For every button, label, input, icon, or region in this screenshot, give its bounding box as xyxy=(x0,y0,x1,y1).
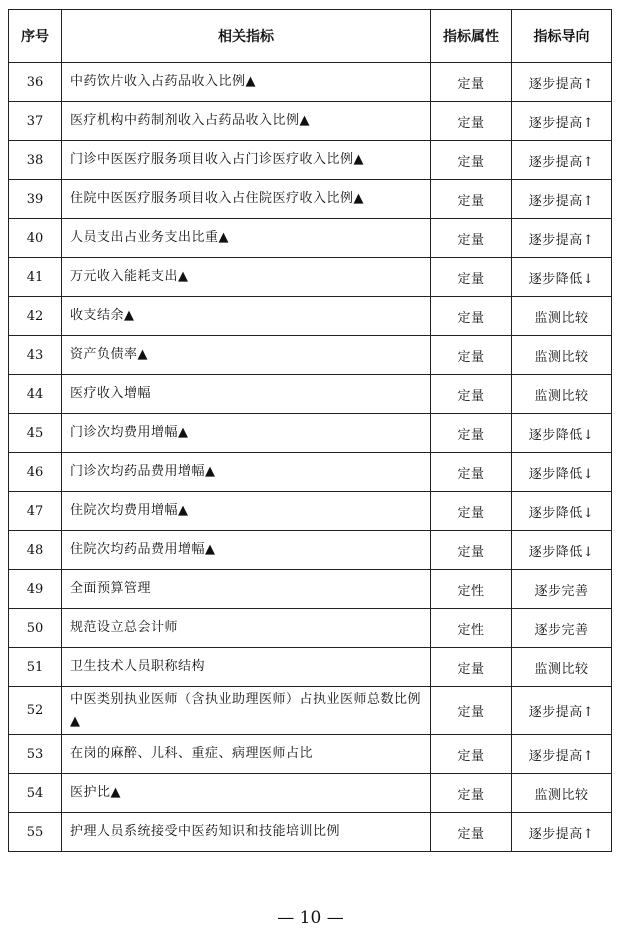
row-name: 中医类别执业医师（含执业助理医师）占执业医师总数比例▲ xyxy=(62,687,431,735)
header-dir: 指标导向 xyxy=(512,10,612,63)
row-attr: 定性 xyxy=(431,570,512,609)
row-no: 39 xyxy=(9,180,62,219)
row-attr: 定量 xyxy=(431,735,512,774)
row-name: 住院次均药品费用增幅▲ xyxy=(62,531,431,570)
row-name: 门诊次均药品费用增幅▲ xyxy=(62,453,431,492)
row-no: 45 xyxy=(9,414,62,453)
table-row xyxy=(9,453,612,492)
row-attr: 定量 xyxy=(431,258,512,297)
row-name: 中药饮片收入占药品收入比例▲ xyxy=(62,63,431,102)
row-name: 住院次均费用增幅▲ xyxy=(62,492,431,531)
row-name: 人员支出占业务支出比重▲ xyxy=(62,219,431,258)
table-row xyxy=(9,63,612,102)
table-row xyxy=(9,735,612,774)
row-name: 全面预算管理 xyxy=(62,570,431,609)
table-row xyxy=(9,102,612,141)
row-attr: 定量 xyxy=(431,492,512,531)
row-no: 40 xyxy=(9,219,62,258)
row-no: 43 xyxy=(9,336,62,375)
row-no: 51 xyxy=(9,648,62,687)
row-attr: 定量 xyxy=(431,63,512,102)
row-no: 54 xyxy=(9,774,62,813)
row-attr: 定量 xyxy=(431,375,512,414)
row-attr: 定量 xyxy=(431,813,512,852)
row-attr: 定量 xyxy=(431,414,512,453)
row-no: 48 xyxy=(9,531,62,570)
row-no: 46 xyxy=(9,453,62,492)
row-dir: 逐步提高↑ xyxy=(512,219,612,258)
row-no: 36 xyxy=(9,63,62,102)
row-name: 医护比▲ xyxy=(62,774,431,813)
row-dir: 逐步降低↓ xyxy=(512,414,612,453)
row-no: 49 xyxy=(9,570,62,609)
indicator-table xyxy=(8,9,612,852)
row-name: 收支结余▲ xyxy=(62,297,431,336)
table-row xyxy=(9,609,612,648)
row-dir: 逐步提高↑ xyxy=(512,102,612,141)
row-no: 53 xyxy=(9,735,62,774)
row-name: 住院中医医疗服务项目收入占住院医疗收入比例▲ xyxy=(62,180,431,219)
table-row xyxy=(9,375,612,414)
row-dir: 监测比较 xyxy=(512,297,612,336)
row-name: 万元收入能耗支出▲ xyxy=(62,258,431,297)
row-dir: 逐步提高↑ xyxy=(512,735,612,774)
row-attr: 定量 xyxy=(431,102,512,141)
row-name: 医疗机构中药制剂收入占药品收入比例▲ xyxy=(62,102,431,141)
row-attr: 定量 xyxy=(431,648,512,687)
row-name: 卫生技术人员职称结构 xyxy=(62,648,431,687)
table-row xyxy=(9,297,612,336)
row-no: 38 xyxy=(9,141,62,180)
row-dir: 监测比较 xyxy=(512,336,612,375)
row-no: 44 xyxy=(9,375,62,414)
row-attr: 定量 xyxy=(431,180,512,219)
row-dir: 逐步完善 xyxy=(512,570,612,609)
header-name: 相关指标 xyxy=(62,10,431,63)
row-dir: 逐步提高↑ xyxy=(512,813,612,852)
table-row xyxy=(9,813,612,852)
row-dir: 逐步降低↓ xyxy=(512,531,612,570)
table-row xyxy=(9,774,612,813)
row-attr: 定量 xyxy=(431,141,512,180)
header-attr: 指标属性 xyxy=(431,10,512,63)
row-no: 52 xyxy=(9,687,62,735)
row-name: 门诊中医医疗服务项目收入占门诊医疗收入比例▲ xyxy=(62,141,431,180)
row-dir: 逐步提高↑ xyxy=(512,180,612,219)
row-name: 规范设立总会计师 xyxy=(62,609,431,648)
row-attr: 定量 xyxy=(431,531,512,570)
row-no: 42 xyxy=(9,297,62,336)
row-name: 在岗的麻醉、儿科、重症、病理医师占比 xyxy=(62,735,431,774)
page-number: — 10 — xyxy=(277,908,344,928)
table-row xyxy=(9,180,612,219)
table-row xyxy=(9,414,612,453)
table-row xyxy=(9,648,612,687)
row-attr: 定性 xyxy=(431,609,512,648)
table-row xyxy=(9,258,612,297)
row-name: 门诊次均费用增幅▲ xyxy=(62,414,431,453)
row-dir: 逐步降低↓ xyxy=(512,258,612,297)
row-dir: 逐步降低↓ xyxy=(512,453,612,492)
row-dir: 逐步完善 xyxy=(512,609,612,648)
row-dir: 逐步提高↑ xyxy=(512,63,612,102)
row-no: 50 xyxy=(9,609,62,648)
row-dir: 监测比较 xyxy=(512,375,612,414)
table-row xyxy=(9,531,612,570)
table-header-row xyxy=(9,10,612,63)
row-dir: 监测比较 xyxy=(512,648,612,687)
table-row xyxy=(9,141,612,180)
row-no: 55 xyxy=(9,813,62,852)
row-attr: 定量 xyxy=(431,297,512,336)
row-dir: 逐步提高↑ xyxy=(512,687,612,735)
row-name: 资产负债率▲ xyxy=(62,336,431,375)
row-no: 47 xyxy=(9,492,62,531)
row-attr: 定量 xyxy=(431,219,512,258)
header-no: 序号 xyxy=(9,10,62,63)
row-attr: 定量 xyxy=(431,687,512,735)
table-row xyxy=(9,570,612,609)
table-row xyxy=(9,336,612,375)
table-row xyxy=(9,687,612,735)
row-no: 37 xyxy=(9,102,62,141)
row-name: 护理人员系统接受中医药知识和技能培训比例 xyxy=(62,813,431,852)
row-attr: 定量 xyxy=(431,453,512,492)
table-row xyxy=(9,492,612,531)
row-attr: 定量 xyxy=(431,336,512,375)
row-dir: 监测比较 xyxy=(512,774,612,813)
row-dir: 逐步提高↑ xyxy=(512,141,612,180)
row-no: 41 xyxy=(9,258,62,297)
row-name: 医疗收入增幅 xyxy=(62,375,431,414)
row-dir: 逐步降低↓ xyxy=(512,492,612,531)
table-row xyxy=(9,219,612,258)
row-attr: 定量 xyxy=(431,774,512,813)
